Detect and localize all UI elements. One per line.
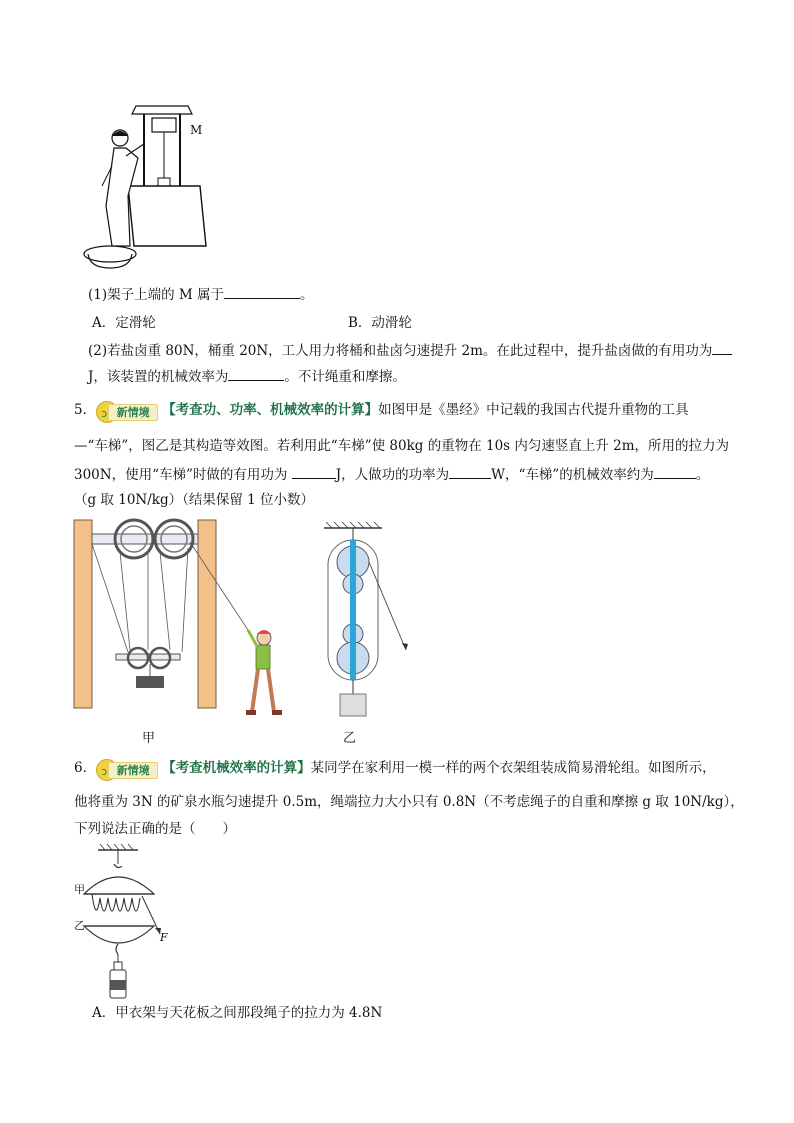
caption-jia: 甲 — [142, 731, 156, 746]
hanger-pulley-figure — [70, 842, 190, 1002]
q6-number: 6． — [74, 760, 97, 776]
leaf-icon: ↄ — [96, 759, 118, 781]
answer-blank[interactable] — [228, 366, 284, 381]
q5-number: 5． — [74, 402, 97, 418]
label-yi: 乙 — [74, 919, 85, 932]
q5-header: 5． ↄ 新情境 【考查功、功率、机械效率的计算】如图甲是《墨经》中记载的我国古代提升重物的工具 — [74, 400, 689, 421]
q6-line2: 他将重为 3N 的矿泉水瓶匀速提升 0.5m，绳端拉力大小只有 0.8N（不考虑绳子的自重和摩擦 g 取 10N/kg）， — [74, 794, 744, 810]
new-context-tag: ↄ 新情境 — [96, 401, 158, 421]
q4-sub2-line2: J，该装置的机械效率为 。不计绳重和摩擦。 — [88, 366, 406, 387]
q4-sub2-line1: (2)若盐卤重 80N，桶重 20N，工人用力将桶和盐卤匀速提升 2m。在此过程中，提升盐卤做的有用功为 — [88, 340, 732, 361]
q4-option-a[interactable]: A．定滑轮 — [92, 315, 156, 331]
answer-blank[interactable] — [712, 340, 732, 355]
answer-blank[interactable] — [224, 284, 300, 299]
q6-line3: 下列说法正确的是（ ） — [74, 821, 236, 837]
new-context-tag: ↄ 新情境 — [96, 759, 158, 779]
q5-title: 【考查功、功率、机械效率的计算】 — [162, 402, 379, 418]
answer-blank[interactable] — [292, 464, 336, 479]
answer-blank[interactable] — [449, 464, 491, 479]
q4-option-b[interactable]: B．动滑轮 — [348, 315, 412, 331]
q6-title: 【考查机械效率的计算】 — [162, 760, 311, 776]
leaf-icon: ↄ — [96, 401, 118, 423]
q5-line3: 300N，使用“车梯”时做的有用功为 J，人做功的功率为 W，“车梯”的机械效率约为 。 — [74, 464, 709, 485]
label-m: M — [190, 123, 203, 137]
answer-blank[interactable] — [654, 464, 696, 479]
caption-yi: 乙 — [343, 731, 357, 746]
q5-line2: —“车梯”，图乙是其构造等效图。若利用此“车梯”使 80kg 的重物在 10s 内匀速竖直上升 2m，所用的拉力为 — [74, 438, 730, 454]
q5-line4: （g 取 10N/kg）（结果保留 1 位小数） — [74, 492, 315, 508]
label-jia: 甲 — [74, 883, 85, 896]
chariot-ladder-figure — [70, 512, 290, 722]
label-f: F — [160, 931, 168, 944]
pulley-equivalent-figure — [318, 522, 418, 722]
q6-header: 6． ↄ 新情境 【考查机械效率的计算】某同学在家利用一模一样的两个衣架组装成简易滑轮组。如图所示， — [74, 758, 716, 779]
q4-sub1: (1)架子上端的 M 属于 。 — [88, 284, 314, 305]
q6-option-a[interactable]: A．甲衣架与天花板之间那段绳子的拉力为 4.8N — [92, 1005, 383, 1021]
